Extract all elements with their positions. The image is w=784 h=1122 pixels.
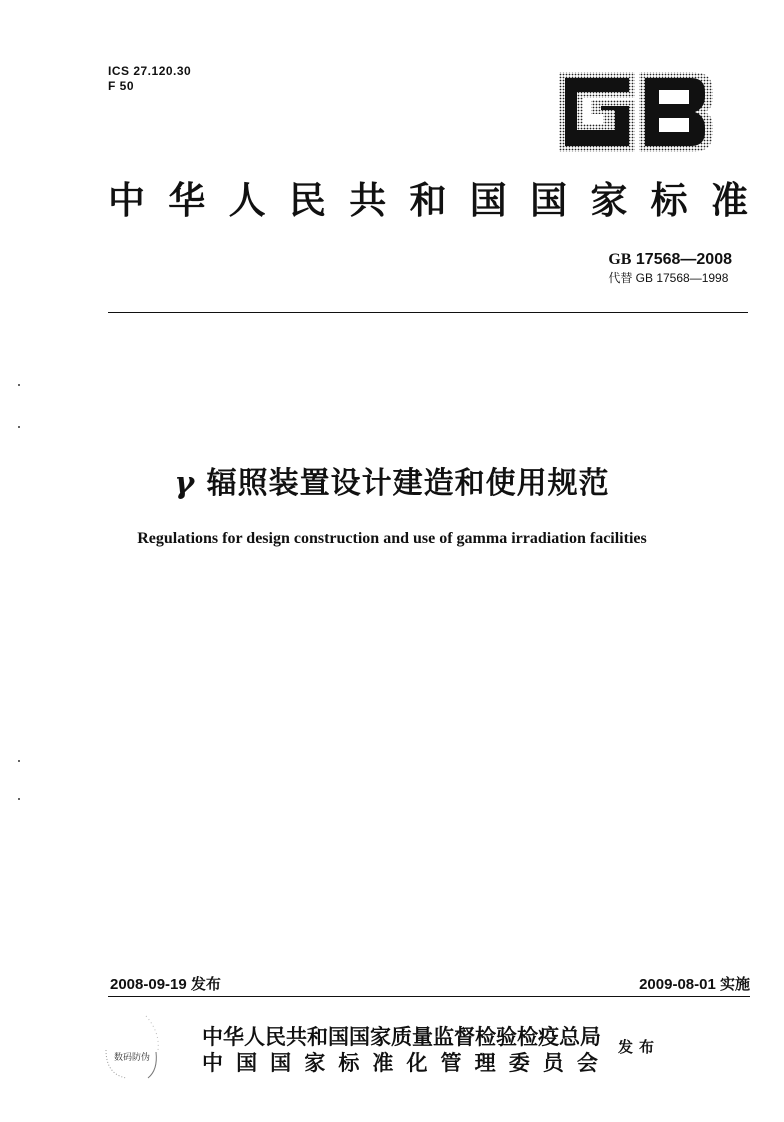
national-title-char: 国 [469,178,507,222]
issuer-sac-char: 国 [236,1050,258,1075]
national-title-char: 准 [710,178,748,222]
anti-counterfeit-seal [98,1012,168,1084]
implementation-date: 2009-08-01 实施 [639,976,750,993]
national-title-char: 民 [288,178,326,222]
seal-text: 数码防伪 [113,1053,151,1063]
title-cn-text: 辐照装置设计建造和使用规范 [206,466,610,501]
national-title-char: 共 [349,178,387,222]
issuer-sac-char: 委 [508,1050,530,1075]
issuer-sac-char: 中 [202,1050,223,1075]
scan-speck [18,384,20,386]
standard-prefix: GB [608,251,632,268]
document-title-cn [0,458,784,502]
publish-label: 发布 [618,1038,661,1056]
standard-number-block [608,250,732,286]
classification-codes [108,64,191,94]
issuer-sac-char: 化 [406,1050,428,1075]
issuer-sac-char: 员 [542,1050,564,1075]
issuer-sac-char: 国 [270,1050,292,1075]
issuer-sac-char: 会 [576,1050,598,1075]
scan-speck [18,798,20,800]
gb-logo-text: GB [553,70,555,71]
gamma-symbol: γ [174,466,196,501]
document-title-en: Regulations for design construction and use of gamma irradiation facilities [137,530,647,547]
national-title-char: 国 [530,178,568,222]
national-title-char: 家 [590,178,628,222]
national-title-char: 华 [168,178,206,222]
issue-date: 2008-09-19 发布 [110,976,221,993]
issuer-aqsiq: 中华人民共和国国家质量监督检验检疫总局 [202,1024,601,1049]
issuer-sac-char: 管 [440,1050,462,1075]
scan-speck [18,426,20,428]
national-title-char: 中 [108,178,145,222]
replaces-note: 代替 GB 17568—1998 [608,271,729,285]
ccs-code: F 50 [108,79,135,93]
issuer-sac-char: 标 [338,1050,360,1075]
standard-number [608,250,732,270]
national-title-char: 人 [228,178,266,222]
standard-number-value: 17568—2008 [635,251,732,268]
header-divider [108,312,748,313]
ics-code: ICS 27.120.30 [108,64,192,78]
national-standard-title [108,178,748,222]
footer-divider [108,996,750,997]
issuer-sac-char: 理 [474,1050,496,1075]
national-title-char: 标 [650,178,688,222]
scan-speck [18,760,20,762]
issuer-sac [202,1047,598,1077]
national-title-char: 和 [409,178,447,222]
issuer-sac-char: 家 [304,1050,326,1075]
issuer-sac-char: 准 [372,1050,394,1075]
gb-logo [553,70,713,152]
